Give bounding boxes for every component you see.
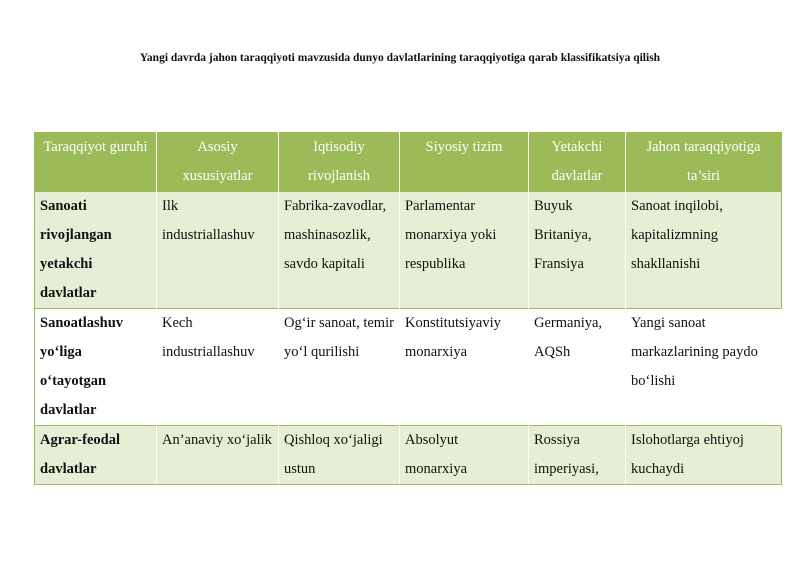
cell-features: Kech industriallashuv [157, 309, 279, 426]
document-title: Yangi davrda jahon taraqqiyoti mavzusida dunyo davlatlarining taraqqiyotiga qarab klassifikatsiya qilish [139, 52, 661, 64]
cell-world-impact: Sanoat inqilobi, kapitalizmning shakllanishi [626, 192, 782, 309]
cell-world-impact: Yangi sanoat markazlarining paydo bo‘lishi [626, 309, 782, 426]
cell-leading-states: Buyuk Britaniya, Fransiya [529, 192, 626, 309]
header-taraqqiyot-guruhi: Taraqqiyot guruhi [35, 133, 157, 192]
cell-group: Sanoatlashuv yo‘liga o‘tayotgan davlatlar [35, 309, 157, 426]
header-jahon-taraqqiyotiga-tasiri: Jahon taraqqiyotiga ta’siri [626, 133, 782, 192]
header-iqtisodiy-rivojlanish: Iqtisodiy rivojlanish [279, 133, 400, 192]
table-row [35, 426, 782, 485]
table-header-row [35, 133, 782, 192]
cell-economy: Qishloq xo‘jaligi ustun [279, 426, 400, 485]
cell-features: Ilk industriallashuv [157, 192, 279, 309]
cell-leading-states: Rossiya imperiyasi, [529, 426, 626, 485]
cell-features: An’anaviy xo‘jalik [157, 426, 279, 485]
header-siyosiy-tizim: Siyosiy tizim [400, 133, 529, 192]
cell-group: Agrar-feodal davlatlar [35, 426, 157, 485]
cell-economy: Og‘ir sanoat, temir yo‘l qurilishi [279, 309, 400, 426]
table-row [35, 192, 782, 309]
cell-world-impact: Islohotlarga ehtiyoj kuchaydi [626, 426, 782, 485]
cell-political-system: Konstitutsiyaviy monarxiya [400, 309, 529, 426]
cell-leading-states: Germaniya, AQSh [529, 309, 626, 426]
cell-economy: Fabrika-zavodlar, mashinasozlik, savdo kapitali [279, 192, 400, 309]
cell-political-system: Parlamentar monarxiya yoki respublika [400, 192, 529, 309]
cell-political-system: Absolyut monarxiya [400, 426, 529, 485]
header-asosiy-xususiyatlar: Asosiy xususiyatlar [157, 133, 279, 192]
cell-group: Sanoati rivojlangan yetakchi davlatlar [35, 192, 157, 309]
header-yetakchi-davlatlar: Yetakchi davlatlar [529, 133, 626, 192]
table-row [35, 309, 782, 426]
classification-table [34, 132, 782, 485]
